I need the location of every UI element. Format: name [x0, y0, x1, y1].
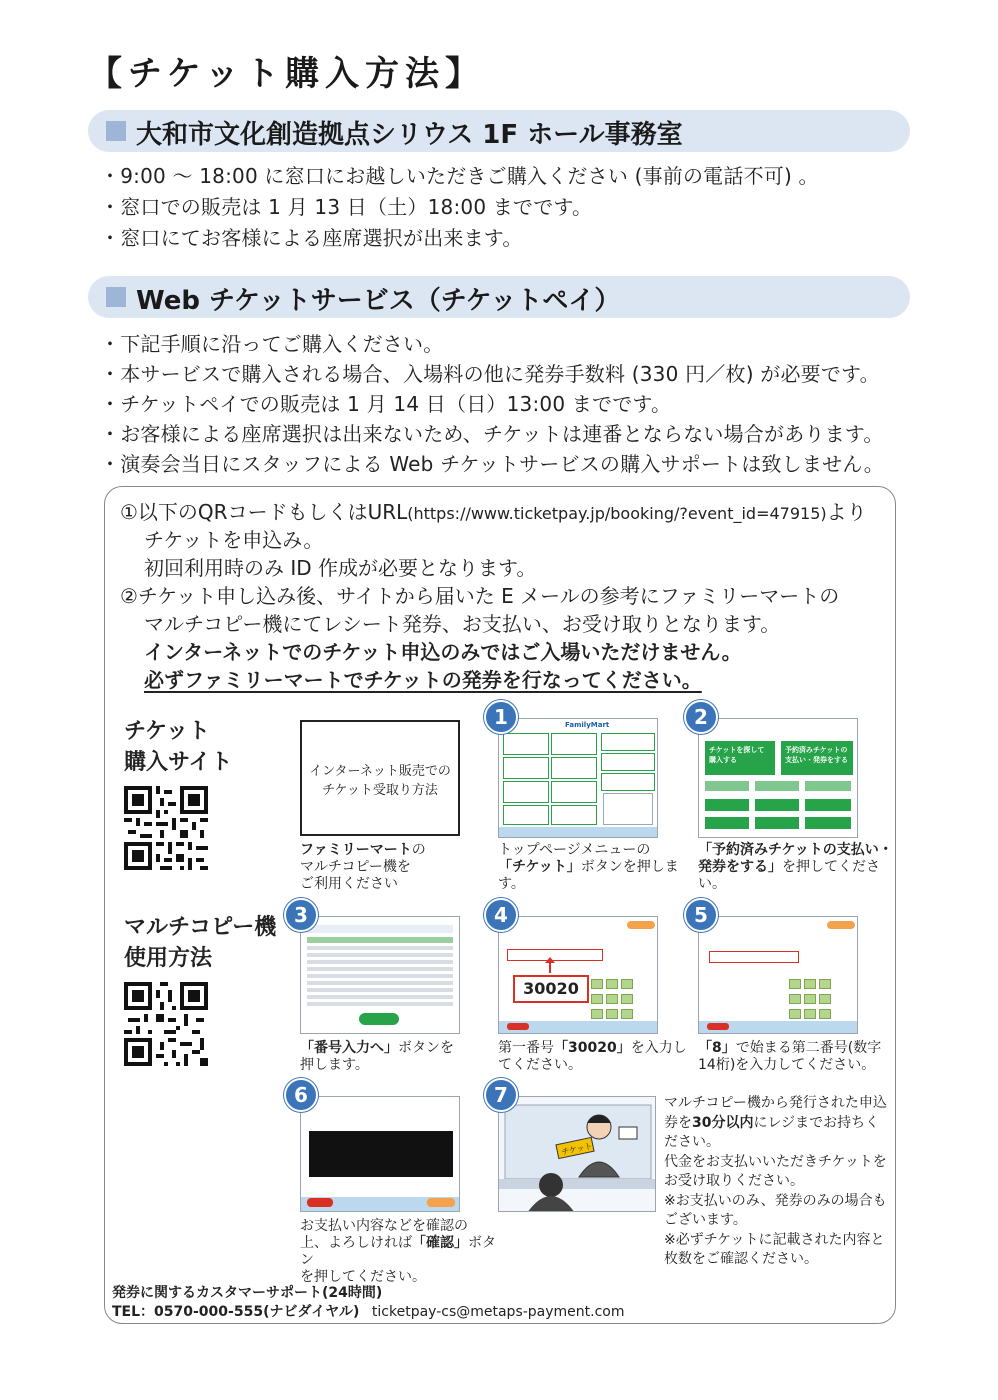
step7-illustration [498, 1096, 656, 1212]
familymart-logo: FamilyMart [565, 721, 610, 729]
caption-text: ボタンを押します。 [498, 859, 679, 892]
page-title: 【チケット購入方法】 [88, 54, 485, 94]
step1-line2: チケットを申込み。 [144, 528, 324, 552]
step6-screen [300, 1096, 460, 1212]
step1-line1 [120, 496, 867, 525]
qr-code-purchase-site[interactable] [124, 786, 208, 870]
caption-bold: 「チケット」 [498, 859, 581, 875]
section-heading-text: 大和市文化創造拠点シリウス 1F ホール事務室 [136, 120, 683, 150]
step-badge: 1 [484, 700, 518, 734]
caption-text: てください。 [498, 1057, 582, 1073]
thumb-text: チケットを探して [709, 746, 765, 754]
bullet-text: ・お客様による座席選択は出来ないため、チケットは連番とならない場合があります。 [100, 422, 884, 446]
first-number-field-thumb [507, 949, 603, 961]
caption-bold: 「30020」 [554, 1040, 631, 1056]
caption-bold: 発券をする」 [698, 859, 782, 875]
section-heading-web [88, 276, 910, 318]
caption-bold: 「番号入力へ」 [300, 1040, 398, 1056]
ticket-url-link[interactable]: (https://www.ticketpay.jp/booking/?event_id=47915) [407, 504, 827, 523]
step1-text: ①以下のQRコードもしくはURL [120, 500, 408, 524]
step3-caption [300, 1040, 480, 1074]
bullet-text: ・チケットペイでの販売は 1 月 14 日（日）13:00 までです。 [100, 392, 672, 416]
step5-caption [698, 1040, 898, 1074]
menu-thumb [705, 817, 749, 829]
thumb-text: 購入する [709, 756, 737, 764]
keypad-thumb [591, 979, 635, 1021]
caption-text: ございます。 [664, 1212, 747, 1228]
caption-text: 押します。 [300, 1057, 369, 1073]
caption-bold: 「予約済みチケットの支払い・ [698, 842, 893, 858]
screen-header [307, 925, 453, 933]
reserved-ticket-button-thumb [781, 741, 853, 775]
step-badge: 6 [284, 1078, 318, 1112]
ticket-sign-text: チケット [560, 1141, 594, 1157]
square-bullet-icon [106, 287, 126, 307]
multicopy-usage-label [124, 912, 276, 974]
caption-text: ボタン [300, 1235, 496, 1268]
label-line: 使用方法 [124, 946, 213, 971]
confirm-button-thumb [427, 1198, 455, 1207]
step4-caption [498, 1040, 688, 1074]
bullet-text: ・9:00 ～ 18:00 に窓口にお越しいただきご購入ください (事前の電話不可) 。 [100, 164, 819, 188]
step1-screen [498, 718, 658, 838]
label-line: チケット [124, 719, 211, 744]
step-badge: 2 [684, 700, 718, 734]
caption-text: で始まる第二番号(数字 [735, 1040, 882, 1056]
find-ticket-button-thumb [705, 741, 775, 775]
support-title: 発券に関するカスタマーサポート(24時間) [112, 1285, 383, 1301]
caption-text: 枚数をご確認ください。 [664, 1251, 818, 1267]
first-number-display: 30020 [513, 975, 589, 1003]
keypad-thumb [789, 979, 833, 1021]
menu-thumb [603, 793, 653, 825]
caption-text: にレジまでお持ちく [753, 1114, 880, 1131]
step7-caption [664, 1094, 894, 1270]
caption-text: 14桁)を入力してください。 [698, 1057, 876, 1073]
step2-screen [698, 718, 858, 838]
second-number-field-thumb [709, 951, 799, 963]
menu-thumb [705, 781, 749, 791]
caption-text: ※必ずチケットに記載された内容と [664, 1231, 885, 1248]
caption-text: ボタンを [398, 1040, 454, 1056]
caption-bold: 「8」 [698, 1040, 736, 1056]
step-badge: 4 [484, 898, 518, 932]
intro-caption [300, 842, 480, 893]
caption-line [664, 1114, 894, 1134]
back-button-thumb [707, 1023, 729, 1030]
support-contact [112, 1301, 625, 1321]
screen-tab [827, 921, 855, 929]
caption-text: を押してください。 [698, 859, 880, 892]
step3-screen [300, 916, 460, 1034]
cashier-illustration [499, 1097, 656, 1212]
support-tel: TEL：0570-000-555(ナビダイヤル) [112, 1304, 360, 1320]
caption-text: ださい。 [664, 1134, 720, 1150]
step2-caption [698, 842, 898, 893]
intro-box-line: チケット受取り方法 [322, 783, 438, 798]
support-email[interactable]: ticketpay-cs@metaps-payment.com [371, 1304, 625, 1320]
step2-line2: マルチコピー機にてレシート発券、お支払い、お受け取りとなります。 [144, 612, 781, 636]
menu-thumb [805, 799, 851, 811]
step4-screen [498, 916, 658, 1034]
step-badge: 3 [284, 898, 318, 932]
menu-grid [503, 733, 597, 825]
step2-line1: ②チケット申し込み後、サイトから届いた E メールの参考にファミリーマートの [120, 584, 840, 608]
caption-text: を押してください。 [300, 1269, 426, 1285]
caption-text: マルチコピー機から発行された申込 [664, 1095, 887, 1111]
menu-thumb [755, 799, 799, 811]
caption-bold: 30分以内 [692, 1114, 754, 1131]
caption-text: ※お支払いのみ、発券のみの場合も [664, 1192, 887, 1209]
menu-thumb [755, 781, 799, 791]
intro-box-line: インターネット販売での [309, 764, 451, 779]
caption-text: トップページメニューの [498, 842, 651, 858]
caption-text: 上、よろしければ [300, 1235, 412, 1251]
menu-thumb [755, 817, 799, 829]
menu-thumb [601, 753, 655, 771]
bullet-text: ・窓口での販売は 1 月 13 日（土）18:00 までです。 [100, 195, 593, 219]
label-line: マルチコピー機 [124, 915, 277, 940]
step1-text-end: より [826, 500, 867, 524]
intro-method-box [300, 720, 460, 836]
caption-text: お支払い内容などを確認の [300, 1218, 468, 1234]
menu-thumb [705, 799, 749, 811]
caption-text: 券を [664, 1114, 692, 1131]
bullet-text: ・下記手順に沿ってご購入ください。 [100, 332, 444, 356]
caption-text: の [411, 842, 426, 858]
caption-text: 代金をお支払いいただきチケットを [664, 1153, 887, 1170]
warning-line2: 必ずファミリーマートでチケットの発券を行なってください。 [144, 668, 702, 692]
up-arrow-icon [545, 957, 555, 963]
section-heading-text: Web チケットサービス（チケットペイ） [136, 286, 621, 316]
square-bullet-icon [106, 121, 126, 141]
caption-text: マルチコピー機を [300, 859, 411, 875]
step5-screen [698, 916, 858, 1034]
thumb-text: 予約済みチケットの [785, 746, 848, 754]
step1-line3: 初回利用時のみ ID 作成が必要となります。 [144, 556, 537, 580]
step1-caption [498, 842, 688, 893]
step-badge: 7 [484, 1078, 518, 1112]
back-button-thumb [307, 1198, 333, 1207]
caption-text: ご利用ください [300, 876, 398, 892]
bullet-text: ・演奏会当日にスタッフによる Web チケットサービスの購入サポートは致しません。 [100, 452, 884, 476]
menu-thumb [805, 817, 851, 829]
caption-bold: ファミリーマート [300, 842, 412, 858]
caption-text: 第一番号 [498, 1040, 554, 1056]
step6-caption [300, 1218, 496, 1286]
thumb-text: 支払い・発券をする [785, 756, 848, 764]
purchase-site-label [124, 716, 232, 778]
menu-thumb [601, 773, 655, 791]
label-line: 購入サイト [124, 750, 233, 775]
confirm-details-thumb [309, 1131, 453, 1177]
screen-tab [627, 921, 655, 929]
caption-text: お受け取りください。 [664, 1173, 804, 1189]
bullet-text: ・窓口にてお客様による座席選択が出来ます。 [100, 226, 523, 250]
bullet-text: ・本サービスで購入される場合、入場料の他に発券手数料 (330 円／枚) が必要です。 [100, 362, 880, 386]
table-thumb [307, 937, 453, 1011]
caption-bold: 「確認」 [412, 1235, 468, 1251]
section-heading-counter [88, 110, 910, 152]
step-badge: 5 [684, 898, 718, 932]
caption-text: を入力し [630, 1040, 687, 1056]
number-entry-button-thumb [359, 1013, 399, 1025]
menu-thumb [805, 781, 851, 791]
warning-line1: インターネットでのチケット申込のみではご入場いただけません。 [144, 640, 742, 664]
back-button-thumb [507, 1023, 529, 1030]
qr-code-multicopy-usage[interactable] [124, 982, 208, 1066]
ticket-button-thumb [601, 733, 655, 751]
screen-footer [499, 827, 657, 837]
